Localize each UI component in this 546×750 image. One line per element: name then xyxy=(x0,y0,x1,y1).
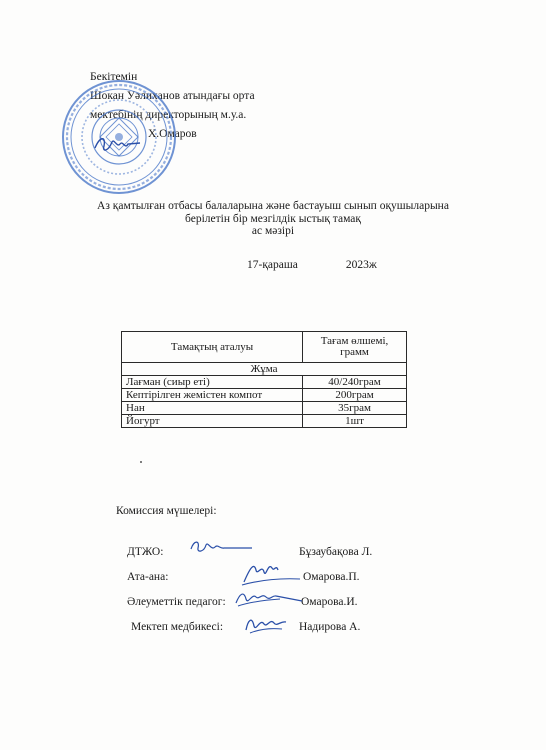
title-line-3: ас мәзірі xyxy=(251,225,295,237)
signature-icon xyxy=(240,558,304,588)
table-row xyxy=(122,402,407,415)
signature-icon xyxy=(242,612,290,636)
member-name: Надирова А. xyxy=(299,621,361,633)
dish-amount: 200грам xyxy=(303,389,407,402)
header-dish-name: Тамақтың аталуы xyxy=(122,332,303,363)
table-row xyxy=(122,389,407,402)
header-portion: Тағам өлшемі, грамм xyxy=(303,332,407,363)
document-date xyxy=(247,259,377,271)
menu-table xyxy=(121,331,407,428)
signature-icon xyxy=(232,587,304,609)
dish-name: Йогурт xyxy=(122,415,303,428)
dish-name: Нан xyxy=(122,402,303,415)
dish-amount: 40/240грам xyxy=(303,376,407,389)
member-role: Ата-ана: xyxy=(127,571,169,583)
table-day-row xyxy=(122,363,407,376)
member-name: Омарова.П. xyxy=(303,571,360,583)
member-role: Мектеп медбикесі: xyxy=(131,621,224,633)
approval-position: мектебінің директорының м.у.а. xyxy=(90,109,247,121)
member-role: ДТЖО: xyxy=(127,546,164,558)
dish-name: Лағман (сиыр еті) xyxy=(122,376,303,389)
director-signature-icon xyxy=(92,132,142,156)
table-row xyxy=(122,415,407,428)
stray-mark xyxy=(140,461,142,463)
approval-heading: Бекітемін xyxy=(90,71,138,83)
approval-school: Шокан Уәлиханов атындағы орта xyxy=(90,90,255,102)
dish-name: Кептірілген жемістен компот xyxy=(122,389,303,402)
member-role: Әлеуметтік педагог: xyxy=(127,596,226,608)
date-day: 17-қараша xyxy=(247,259,298,271)
commission-heading: Комиссия мүшелері: xyxy=(116,505,217,517)
dish-amount: 1шт xyxy=(303,415,407,428)
approval-director: Х.Омаров xyxy=(148,128,197,140)
table-row xyxy=(122,376,407,389)
document-title xyxy=(0,200,546,238)
title-line-1: Аз қамтылған отбасы балаларына және бастауыш сынып оқушыларына xyxy=(97,200,449,212)
dish-amount: 35грам xyxy=(303,402,407,415)
signature-icon xyxy=(188,537,254,557)
day-label: Жұма xyxy=(122,363,407,376)
date-year: 2023ж xyxy=(345,259,377,271)
title-line-2: берілетін бір мезгілдік ыстық тамақ xyxy=(185,212,361,225)
member-name: Омарова.И. xyxy=(301,596,358,608)
member-name: Бұзаубақова Л. xyxy=(299,546,373,558)
table-header-row xyxy=(122,332,407,363)
